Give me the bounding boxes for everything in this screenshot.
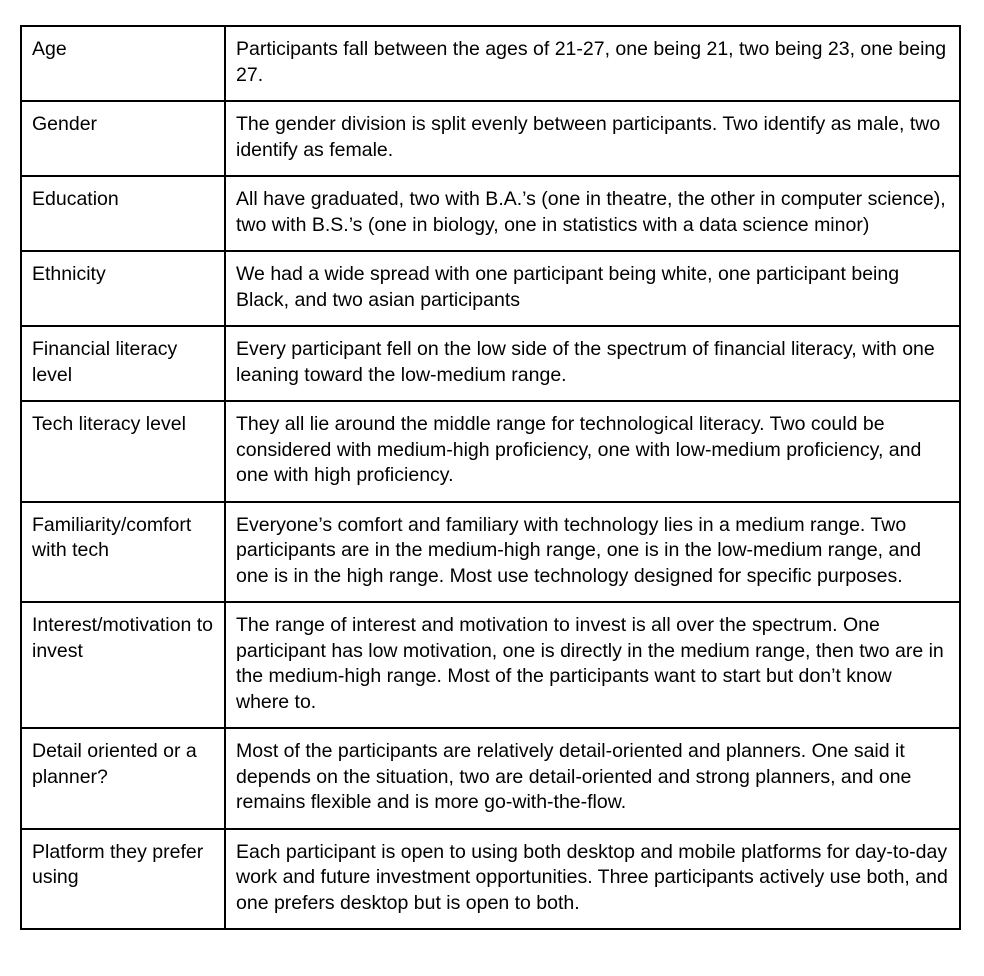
row-description: The gender division is split evenly between participants. Two identify as male, two identify as female. bbox=[225, 101, 960, 176]
row-description: All have graduated, two with B.A.’s (one in theatre, the other in computer science), two with B.S.’s (one in biology, one in statistics with a data science minor) bbox=[225, 176, 960, 251]
table-row-education bbox=[21, 176, 960, 251]
row-description: Participants fall between the ages of 21-27, one being 21, two being 23, one being 27. bbox=[225, 26, 960, 101]
participant-characteristics-table bbox=[20, 25, 961, 930]
table-row-age bbox=[21, 26, 960, 101]
row-label: Financial literacy level bbox=[21, 326, 225, 401]
row-description: They all lie around the middle range for technological literacy. Two could be considered with medium-high proficiency, one with low-medium proficiency, and one with high proficiency. bbox=[225, 401, 960, 502]
table-row-financial-literacy bbox=[21, 326, 960, 401]
table-row-tech-comfort bbox=[21, 502, 960, 603]
row-label: Gender bbox=[21, 101, 225, 176]
table-row-planner bbox=[21, 728, 960, 829]
table-row-gender bbox=[21, 101, 960, 176]
table-row-ethnicity bbox=[21, 251, 960, 326]
row-description: Everyone’s comfort and familiary with technology lies in a medium range. Two participants are in the medium-high range, one is in the low-medium range, and one is in the high range. Most use technology designed for specific purposes. bbox=[225, 502, 960, 603]
table-row-tech-literacy bbox=[21, 401, 960, 502]
table-row-platform bbox=[21, 829, 960, 930]
row-label: Familiarity/comfort with tech bbox=[21, 502, 225, 603]
row-label: Age bbox=[21, 26, 225, 101]
table-row-investment-motivation bbox=[21, 602, 960, 728]
row-description: Each participant is open to using both desktop and mobile platforms for day-to-day work and future investment opportunities. Three participants actively use both, and one prefers desktop but is open to both. bbox=[225, 829, 960, 930]
row-label: Detail oriented or a planner? bbox=[21, 728, 225, 829]
row-label: Platform they prefer using bbox=[21, 829, 225, 930]
row-label: Interest/motivation to invest bbox=[21, 602, 225, 728]
row-label: Tech literacy level bbox=[21, 401, 225, 502]
row-description: Every participant fell on the low side of the spectrum of financial literacy, with one leaning toward the low-medium range. bbox=[225, 326, 960, 401]
row-description: Most of the participants are relatively detail-oriented and planners. One said it depends on the situation, two are detail-oriented and strong planners, and one remains flexible and is more go-with-the-flow. bbox=[225, 728, 960, 829]
row-label: Ethnicity bbox=[21, 251, 225, 326]
row-label: Education bbox=[21, 176, 225, 251]
row-description: We had a wide spread with one participant being white, one participant being Black, and two asian participants bbox=[225, 251, 960, 326]
row-description: The range of interest and motivation to invest is all over the spectrum. One participant has low motivation, one is directly in the medium range, then two are in the medium-high range. Most of the participants want to start but don’t know where to. bbox=[225, 602, 960, 728]
